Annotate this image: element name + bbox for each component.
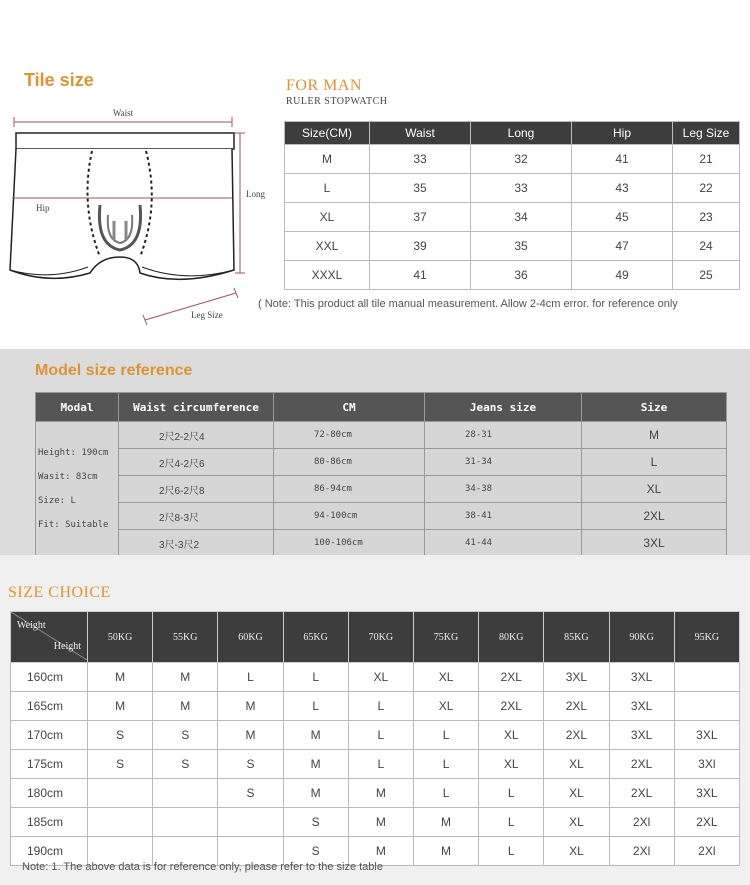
table-cell: 35	[370, 174, 471, 203]
height-cell: 190cm	[11, 837, 88, 866]
table-cell: 23	[673, 203, 740, 232]
table-cell: S	[88, 721, 153, 750]
header-size: Size(CM)	[285, 122, 370, 145]
table-cell: 3XL	[582, 530, 727, 557]
table-cell: M	[153, 663, 218, 692]
table-cell: L	[479, 779, 544, 808]
table-cell: M	[285, 145, 370, 174]
table-row	[285, 203, 740, 232]
size-choice-table	[10, 611, 740, 866]
table-cell: 2XL	[479, 663, 544, 692]
table-cell: XXL	[285, 232, 370, 261]
size-choice-title: SIZE CHOICE	[8, 584, 111, 601]
table-cell: XL	[544, 837, 609, 866]
table-cell: M	[153, 692, 218, 721]
table-row	[11, 721, 740, 750]
table-cell	[674, 663, 739, 692]
table-cell	[88, 779, 153, 808]
header-modal: Modal	[36, 393, 119, 422]
weight-header: 55KG	[153, 612, 218, 663]
table-cell: M	[582, 422, 727, 449]
height-cell: 175cm	[11, 750, 88, 779]
table-cell: 94-100cm	[274, 503, 425, 530]
table-cell: M	[348, 837, 413, 866]
model-size-title: Model size reference	[35, 362, 193, 379]
table-row	[36, 530, 727, 557]
table-cell: 3XL	[674, 779, 739, 808]
table-cell	[218, 808, 283, 837]
table-cell: XL	[413, 663, 478, 692]
table-cell: M	[348, 808, 413, 837]
header-cm: CM	[274, 393, 425, 422]
table-cell: 34-38	[425, 476, 582, 503]
size-choice-note: Note: 1. The above data is for reference only, please refer to the size table	[22, 861, 383, 873]
table-cell: 3Xl	[674, 750, 739, 779]
model-info-line: Fit: Suitable	[38, 520, 109, 530]
table-cell: L	[348, 721, 413, 750]
corner-height-label: Height	[53, 641, 81, 652]
table-cell: 25	[673, 261, 740, 290]
table-cell: 33	[471, 174, 572, 203]
header-leg-size: Leg Size	[673, 122, 740, 145]
table-cell: M	[218, 721, 283, 750]
weight-header: 70KG	[348, 612, 413, 663]
table-row	[11, 663, 740, 692]
table-cell: S	[88, 750, 153, 779]
model-info-line: Wasit: 83cm	[38, 472, 98, 482]
table-cell: S	[283, 808, 348, 837]
table-cell: XL	[479, 750, 544, 779]
table-header-row	[285, 122, 740, 145]
table-cell: L	[413, 721, 478, 750]
table-cell: L	[479, 837, 544, 866]
table-cell: M	[348, 779, 413, 808]
table-cell: S	[153, 750, 218, 779]
table-cell: S	[218, 779, 283, 808]
table-cell: 3XL	[544, 663, 609, 692]
weight-header: 95KG	[674, 612, 739, 663]
table-cell: 41	[370, 261, 471, 290]
table-header-row	[36, 393, 727, 422]
ruler-subheading: RULER STOPWATCH	[286, 96, 388, 107]
weight-header: 85KG	[544, 612, 609, 663]
table-cell: 2XL	[544, 721, 609, 750]
table-cell: 2XL	[609, 750, 674, 779]
table-cell: 2尺8-3尺	[119, 503, 274, 530]
table-cell: XL	[285, 203, 370, 232]
table-row	[11, 750, 740, 779]
table-cell	[153, 779, 218, 808]
table-row	[36, 503, 727, 530]
table-row	[285, 145, 740, 174]
table-cell: M	[283, 750, 348, 779]
table-cell: 47	[572, 232, 673, 261]
table-cell: 45	[572, 203, 673, 232]
table-cell: XL	[544, 750, 609, 779]
model-size-table	[35, 392, 727, 557]
height-cell: 160cm	[11, 663, 88, 692]
weight-header: 65KG	[283, 612, 348, 663]
table-cell: 2XL	[609, 779, 674, 808]
table-row	[11, 808, 740, 837]
table-cell: 3尺-3尺2	[119, 530, 274, 557]
table-cell: 3XL	[609, 721, 674, 750]
height-cell: 165cm	[11, 692, 88, 721]
table-cell: L	[283, 692, 348, 721]
header-waist: Waist	[370, 122, 471, 145]
header-size: Size	[582, 393, 727, 422]
tile-note: ( Note: This product all tile manual measurement. Allow 2-4cm error. for reference only	[258, 298, 678, 310]
table-cell: L	[413, 750, 478, 779]
table-cell: 3XL	[609, 663, 674, 692]
table-row	[11, 692, 740, 721]
corner-weight-label: Weight	[17, 620, 46, 631]
table-cell: 38-41	[425, 503, 582, 530]
table-cell: M	[413, 837, 478, 866]
height-cell: 170cm	[11, 721, 88, 750]
height-cell: 185cm	[11, 808, 88, 837]
table-cell: S	[218, 750, 283, 779]
table-cell: M	[283, 721, 348, 750]
table-cell: 2XL	[544, 692, 609, 721]
boxer-diagram	[0, 95, 275, 330]
table-row	[36, 476, 727, 503]
model-info-line: Size: L	[38, 496, 76, 506]
table-cell: XL	[413, 692, 478, 721]
table-cell: XXXL	[285, 261, 370, 290]
table-cell	[88, 808, 153, 837]
table-cell: L	[218, 663, 283, 692]
header-jeans-size: Jeans size	[425, 393, 582, 422]
table-cell: 86-94cm	[274, 476, 425, 503]
table-cell: 2尺6-2尺8	[119, 476, 274, 503]
table-cell: L	[285, 174, 370, 203]
table-cell: 33	[370, 145, 471, 174]
weight-header: 75KG	[413, 612, 478, 663]
table-cell: XL	[582, 476, 727, 503]
table-cell: M	[88, 692, 153, 721]
table-cell: XL	[544, 808, 609, 837]
table-cell: 2尺4-2尺6	[119, 449, 274, 476]
table-row	[36, 422, 727, 449]
table-cell: 100-106cm	[274, 530, 425, 557]
table-cell	[153, 808, 218, 837]
waist-label: Waist	[112, 108, 134, 118]
table-cell: 72-80cm	[274, 422, 425, 449]
table-cell: 35	[471, 232, 572, 261]
table-cell: M	[413, 808, 478, 837]
table-cell: 28-31	[425, 422, 582, 449]
table-cell: 31-34	[425, 449, 582, 476]
table-cell: XL	[348, 663, 413, 692]
leg-size-label: Leg Size	[191, 310, 223, 320]
header-long: Long	[471, 122, 572, 145]
weight-header: 90KG	[609, 612, 674, 663]
corner-header	[11, 612, 88, 663]
weight-header: 60KG	[218, 612, 283, 663]
weight-header: 80KG	[479, 612, 544, 663]
table-cell: L	[348, 692, 413, 721]
weight-header: 50KG	[88, 612, 153, 663]
table-cell: 2Xl	[609, 808, 674, 837]
table-cell: 34	[471, 203, 572, 232]
table-row	[285, 232, 740, 261]
table-cell: L	[348, 750, 413, 779]
table-cell: 22	[673, 174, 740, 203]
table-cell: 41-44	[425, 530, 582, 557]
table-cell: 3XL	[609, 692, 674, 721]
table-cell: 80-86cm	[274, 449, 425, 476]
table-cell: L	[283, 663, 348, 692]
height-cell: 180cm	[11, 779, 88, 808]
table-cell: M	[283, 779, 348, 808]
table-cell: 36	[471, 261, 572, 290]
table-cell: L	[479, 808, 544, 837]
table-cell: 2XL	[674, 808, 739, 837]
table-cell	[674, 692, 739, 721]
table-cell: 43	[572, 174, 673, 203]
table-cell: 49	[572, 261, 673, 290]
table-cell: S	[283, 837, 348, 866]
table-row	[11, 779, 740, 808]
header-waist-circumference: Waist circumference	[119, 393, 274, 422]
table-cell: S	[153, 721, 218, 750]
model-info-line: Height: 190cm	[38, 448, 109, 458]
table-row	[36, 449, 727, 476]
tile-size-table	[284, 121, 740, 290]
table-row	[285, 174, 740, 203]
for-man-heading: FOR MAN	[286, 77, 362, 94]
table-cell: 37	[370, 203, 471, 232]
long-label: Long	[246, 189, 265, 199]
table-cell: 3XL	[674, 721, 739, 750]
table-cell: 32	[471, 145, 572, 174]
table-cell: 24	[673, 232, 740, 261]
table-header-row	[11, 612, 740, 663]
table-cell: L	[582, 449, 727, 476]
table-cell: XL	[479, 721, 544, 750]
table-cell: 41	[572, 145, 673, 174]
table-cell: XL	[544, 779, 609, 808]
table-cell: M	[218, 692, 283, 721]
table-cell: 21	[673, 145, 740, 174]
header-hip: Hip	[572, 122, 673, 145]
table-cell: 2XL	[582, 503, 727, 530]
table-cell: 2Xl	[609, 837, 674, 866]
table-cell: L	[413, 779, 478, 808]
model-info-cell	[36, 422, 119, 557]
table-cell: 39	[370, 232, 471, 261]
tile-size-title: Tile size	[24, 70, 94, 90]
table-cell: 2XL	[479, 692, 544, 721]
table-cell: 2尺2-2尺4	[119, 422, 274, 449]
table-cell: M	[88, 663, 153, 692]
hip-label: Hip	[36, 203, 50, 213]
table-row	[285, 261, 740, 290]
table-cell: 2Xl	[674, 837, 739, 866]
